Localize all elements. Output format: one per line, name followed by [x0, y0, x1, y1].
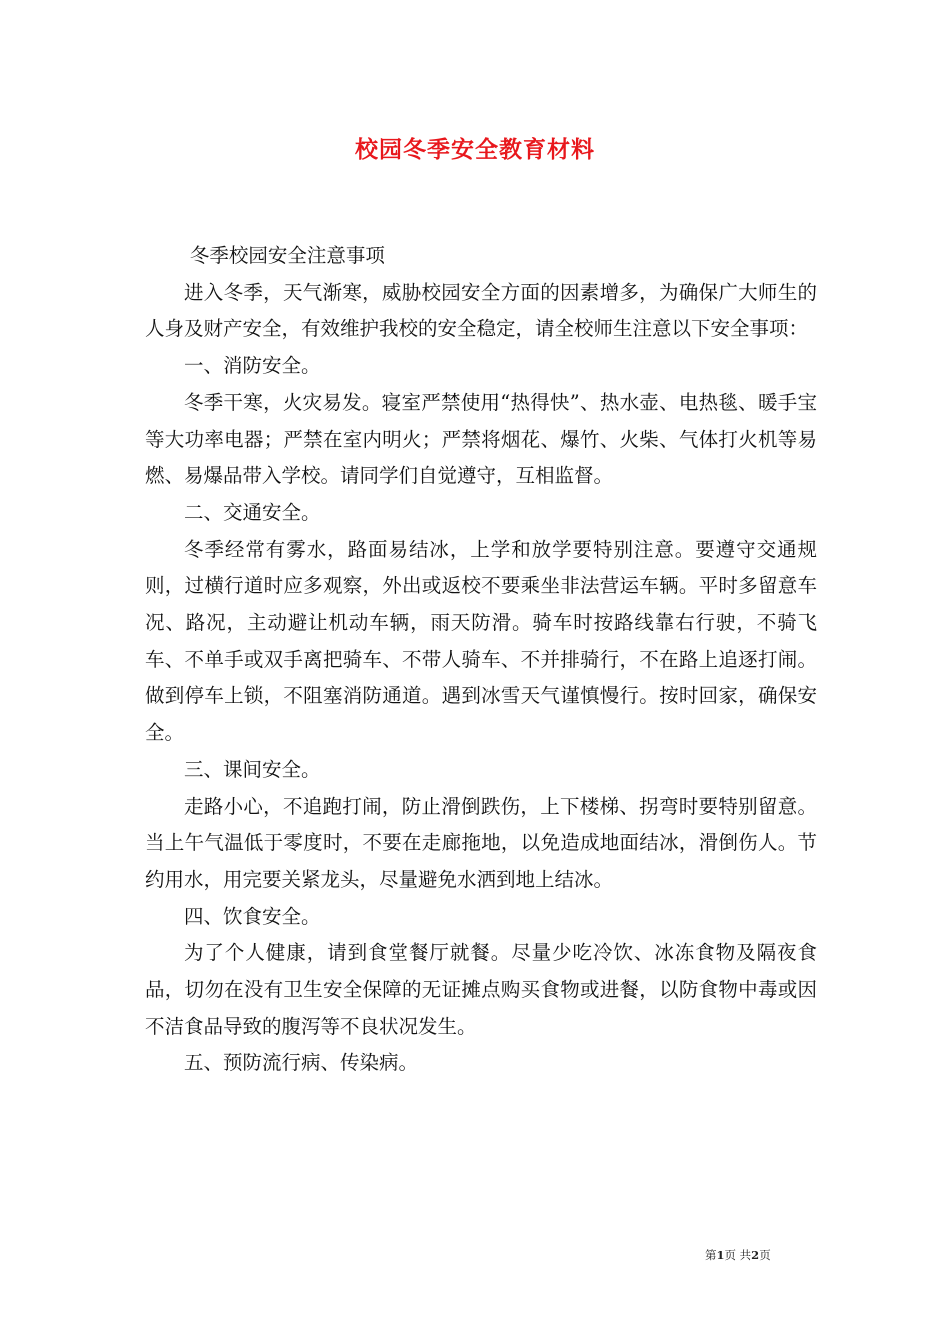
heading-disease-prevention: 五、预防流行病、传染病。	[184, 1051, 419, 1075]
footer-suffix: 页	[759, 1248, 771, 1262]
document-body	[145, 238, 817, 1082]
heading-traffic-safety: 二、交通安全。	[184, 500, 321, 524]
footer-prefix: 第	[705, 1248, 717, 1262]
section-subtitle: 冬季校园安全注意事项	[189, 244, 385, 267]
paragraph-food-safety: 为了个人健康，请到食堂餐厅就餐。尽量少吃冷饮、冰冻食物及隔夜食品，切勿在没有卫生安全保障的无证摊点购买食物或进餐，以防食物中毒或因不洁食品导致的腹泻等不良状况发生。	[145, 941, 817, 1038]
paragraph-traffic-safety: 冬季经常有雾水，路面易结冰，上学和放学要特别注意。要遵守交通规则，过横行道时应多观察，外出或返校不要乘坐非法营运车辆。平时多留意车况、路况，主动避让机动车辆，雨天防滑。骑车时按路线靠右行驶，不骑飞车、不单手或双手离把骑车、不带人骑车、不并排骑行，不在路上追逐打闹。做到停车上锁，不阻塞消防通道。遇到冰雪天气谨慎慢行。按时回家，确保安全。	[145, 537, 817, 745]
heading-food-safety: 四、饮食安全。	[184, 904, 321, 928]
heading-recess-safety: 三、课间安全。	[184, 757, 321, 781]
paragraph-fire-safety: 冬季干寒，火灾易发。寝室严禁使用“热得快”、热水壶、电热毯、暖手宝等大功率电器；严禁在室内明火；严禁将烟花、爆竹、火柴、气体打火机等易燃、易爆品带入学校。请同学们自觉遵守，互相监督。	[145, 390, 817, 488]
footer-total-pages: 2	[751, 1248, 760, 1262]
document-title: 校园冬季安全教育材料	[355, 136, 595, 163]
heading-fire-safety: 一、消防安全。	[184, 354, 321, 378]
footer-current-page: 1	[716, 1248, 725, 1262]
page-number-footer	[705, 1247, 825, 1263]
intro-paragraph: 进入冬季，天气渐寒，威胁校园安全方面的因素增多，为确保广大师生的人身及财产安全，有效维护我校的安全稳定，请全校师生注意以下安全事项：	[145, 280, 817, 341]
paragraph-recess-safety: 走路小心，不追跑打闹，防止滑倒跌伤，上下楼梯、拐弯时要特别留意。当上午气温低于零度时，不要在走廊拖地，以免造成地面结冰，滑倒伤人。节约用水，用完要关紧龙头，尽量避免水洒到地上结冰。	[145, 794, 817, 891]
footer-middle: 页 共	[724, 1248, 752, 1262]
